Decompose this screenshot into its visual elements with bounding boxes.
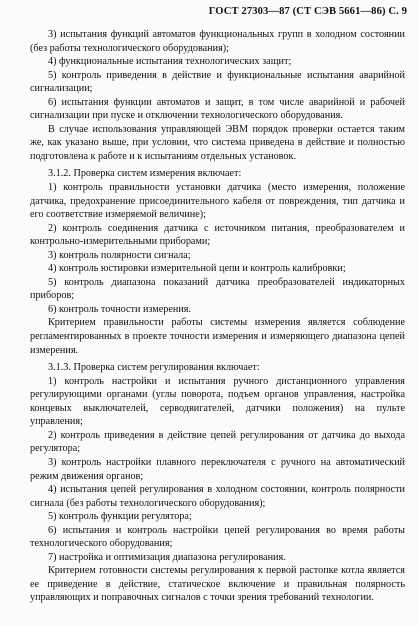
list-item: 2) контроль соединения датчика с источником питания, преобразователем и контрольно-измерительными приборами; (30, 222, 405, 248)
paragraph: В случае использования управляющей ЭВМ порядок проверки остается таким же, как указано выше, при условии, что система приведена в действие и полностью подготовлена к работе и к испытаниям отдельных установок. (30, 123, 405, 162)
list-item: 4) функциональные испытания технологических защит; (48, 56, 292, 68)
list-item: 3) контроль полярности сигнала; (48, 249, 191, 261)
list-item: 5) контроль функции регулятора; (48, 511, 192, 523)
list-item: 2) контроль приведения в действие цепей регулирования от датчика до выхода регулятора; (30, 429, 405, 455)
list-item: 7) настройка и оптимизация диапазона регулирования. (48, 551, 286, 563)
section-heading: 3.1.3. Проверка систем регулирования включает: (48, 362, 260, 374)
list-item: 5) контроль диапазона показаний датчика преобразователей индикаторных приборов; (30, 276, 405, 302)
list-item: 1) контроль правильности установки датчика (место измерения, положение датчика, предохранение присоединительного кабеля от повреждения, тип датчика и его соответствие измеряемой величине); (30, 182, 405, 221)
document-body (30, 28, 405, 605)
list-item: 1) контроль настройки и испытания ручного дистанционного управления регулирующими органами (углы поворота, подъем органов управления, настройка концевых выключателей, серводвигателей, датчики положения) на пульте управления; (30, 375, 405, 428)
page-header: ГОСТ 27303—87 (СТ СЭВ 5661—86) С. 9 (208, 6, 407, 17)
list-item: 6) испытания и контроль настройки цепей регулирования во время работы технологического оборудования; (30, 524, 405, 550)
list-item: 3) испытания функций автоматов функциональных групп в холодном состоянии (без работы технологического оборудования); (30, 29, 405, 54)
section-heading: 3.1.2. Проверка систем измерения включает: (48, 168, 242, 180)
list-item: 5) контроль приведения в действие и функциональные испытания аварийной сигнализации; (30, 69, 405, 95)
list-item: 4) контроль юстировки измерительной цепи и контроль калибровки; (48, 263, 346, 275)
list-item: 6) контроль точности измерения. (48, 303, 192, 315)
paragraph: Критерием правильности работы системы измерения является соблюдение регламентированных в проекте точности измерения и измеряющего диапазона цепей измерения. (30, 317, 405, 356)
list-item: 3) контроль настройки плавного переключателя с ручного на автоматический режим движения органов; (30, 456, 405, 482)
list-item: 6) испытания функции автоматов и защит, в том числе аварийной и рабочей сигнализации при пуске и отключении технологического оборудования. (30, 96, 405, 122)
paragraph: Критерием готовности системы регулирования к первой растопке котла является ее приведение в действие, статическое включение и правильная полярность управляющих и поправочных сигналов с точки зрения требований технологии. (30, 565, 405, 604)
list-item: 4) испытания цепей регулирования в холодном состоянии, контроль полярности сигнала (без работы технологического оборудования); (30, 484, 405, 509)
